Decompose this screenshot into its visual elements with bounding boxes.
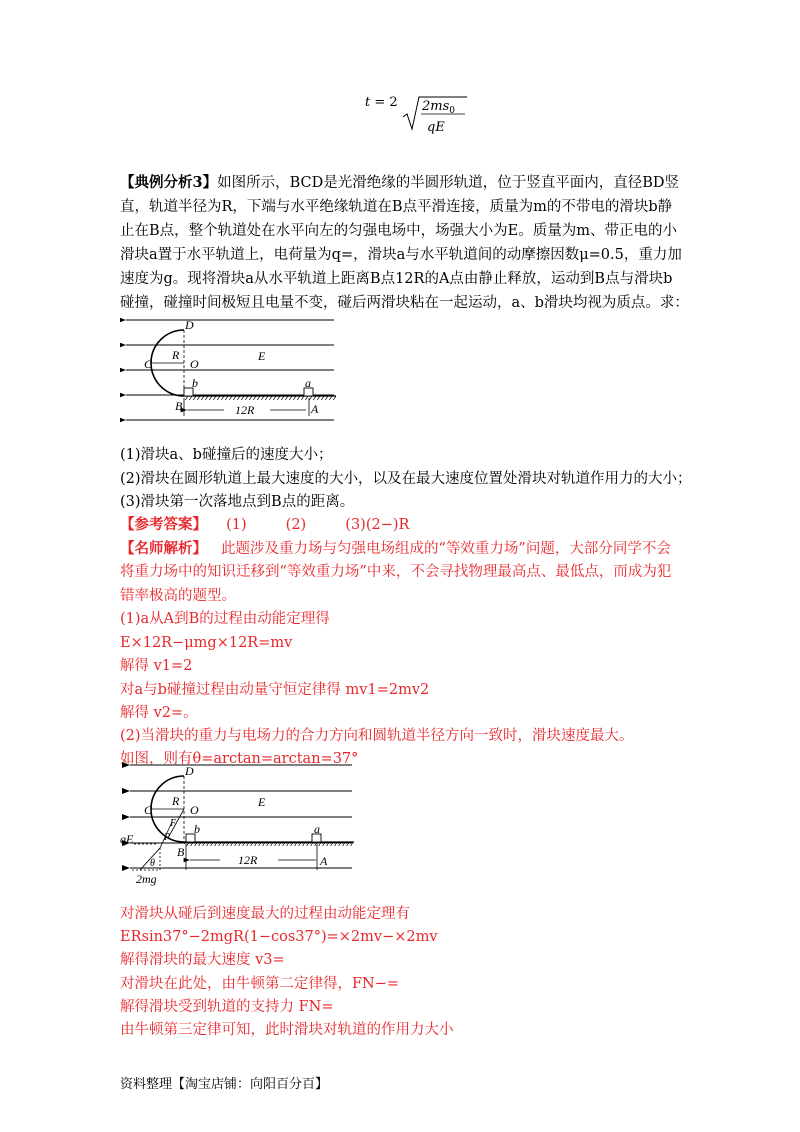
example-line-4: 滑块a置于水平轨道上，电荷量为q=，滑块a与水平轨道间的动摩擦因数μ=0.5，重力加 (120, 247, 682, 263)
label-b-point: B (177, 845, 185, 859)
question-3: (3)滑块第一次落地点到B点的距离。 (120, 494, 355, 510)
label-a-block: a (305, 376, 311, 390)
analysis-step-13: 由牛顿第三定律可知，此时滑块对轨道的作用力大小 (120, 1022, 454, 1038)
example-line-6: 碰撞，碰撞时间极短且电量不变，碰后两滑块粘在一起运动，a、b滑块均视为质点。求： (120, 295, 689, 311)
analysis-line-2: 将重力场中的知识迁移到“等效重力场”中来，不会寻找物理最高点、最低点，而成为犯 (120, 564, 672, 580)
label-e: E (258, 349, 266, 363)
label-b-point: B (175, 399, 183, 413)
label-d: D (185, 764, 194, 778)
analysis-line-3: 错率极高的题型。 (120, 588, 236, 604)
analysis-step-9: ERsin37°−2mgR(1−cos37°)=×2mv−×2mv (120, 929, 438, 945)
figure-1 (120, 312, 340, 440)
example-tag: 【典例分析3】 (120, 174, 218, 191)
label-distance: 12R (238, 853, 258, 867)
label-e: E (258, 795, 266, 809)
question-2: (2)滑块在圆形轨道上最大速度的大小，以及在最大速度位置处滑块对轨道作用力的大小； (120, 471, 692, 487)
footer-text: 资料整理【淘宝店铺：向阳百分百】 (120, 1077, 329, 1092)
label-b-block: b (194, 822, 200, 836)
label-f: F (170, 818, 177, 829)
example-line-1: 【典例分析3】如图所示，BCD是光滑绝缘的半圆形轨道，位于竖直平面内，直径BD竖 (120, 174, 680, 191)
analysis-step-1: (1)a从A到B的过程由动能定理得 (120, 611, 330, 627)
label-p: P (164, 832, 171, 843)
analysis-step-7: 如图，则有θ=arctan=arctan=37° (120, 751, 359, 767)
analysis-step-12: 解得滑块受到轨道的支持力 FN= (120, 999, 334, 1015)
label-r: R (172, 348, 180, 362)
answer-tag: 【参考答案】 (120, 516, 207, 533)
analysis-step-4: 对a与b碰撞过程由动量守恒定律得 mv1=2mv2 (120, 682, 430, 698)
example-line-5: 速度为g。现将滑块a从水平轨道上距离B点12R的A点由静止释放，运动到B点与滑块b (120, 271, 673, 287)
example-line-2: 直，轨道半径为R，下端与水平绝缘轨道在B点平滑连接，质量为m的不带电的滑块b静 (120, 199, 673, 215)
analysis-tag: 【名师解析】 (120, 540, 207, 557)
label-qe: qE (120, 832, 134, 846)
label-o: O (190, 803, 199, 817)
formula-numerator: $2ms_0$ (422, 99, 456, 116)
label-a-point: A (311, 402, 319, 416)
analysis-step-2: E×12R−μmg×12R=mv (120, 635, 293, 651)
formula-denominator: qE (427, 120, 445, 135)
analysis-step-5: 解得 v2=。 (120, 705, 198, 721)
analysis-step-8: 对滑块从碰后到速度最大的过程由动能定理有 (120, 906, 410, 922)
label-r: R (172, 794, 180, 808)
formula-lhs: t (365, 95, 371, 110)
label-b-block: b (192, 376, 198, 390)
analysis-step-6: (2)当滑块的重力与电场力的合力方向和圆轨道半径方向一致时，滑块速度最大。 (120, 728, 634, 744)
label-a-point: A (320, 854, 328, 868)
ground-hatch (184, 842, 354, 846)
formula-eq: = (374, 95, 386, 110)
analysis-line-1: 【名师解析】 此题涉及重力场与匀强电场组成的“等效重力场”问题，大部分同学不会 (120, 540, 671, 557)
example-line-3: 止在B点，整个轨道处在水平向左的匀强电场中，场强大小为E。质量为m、带正电的小 (120, 223, 677, 239)
label-a-block: a (314, 822, 320, 836)
label-theta: θ (150, 858, 155, 869)
reference-answer: 【参考答案】 (1) (2) (3)(2−)R (120, 516, 410, 533)
label-c: C (144, 357, 153, 371)
analysis-step-11: 对滑块在此处，由牛顿第二定律得，FN−= (120, 976, 400, 992)
label-c: C (144, 803, 153, 817)
label-o: O (190, 357, 199, 371)
label-distance: 12R (235, 403, 255, 417)
formula-t (365, 95, 456, 135)
figure-2 (120, 760, 360, 896)
question-1: (1)滑块a、b碰撞后的速度大小； (120, 447, 333, 463)
analysis-step-3: 解得 v1=2 (120, 658, 193, 674)
label-d: D (185, 318, 194, 332)
formula-coef: 2 (389, 95, 398, 110)
label-mg: 2mg (136, 872, 157, 886)
analysis-step-10: 解得滑块的最大速度 v3= (120, 952, 285, 968)
ground-hatch (184, 396, 336, 400)
